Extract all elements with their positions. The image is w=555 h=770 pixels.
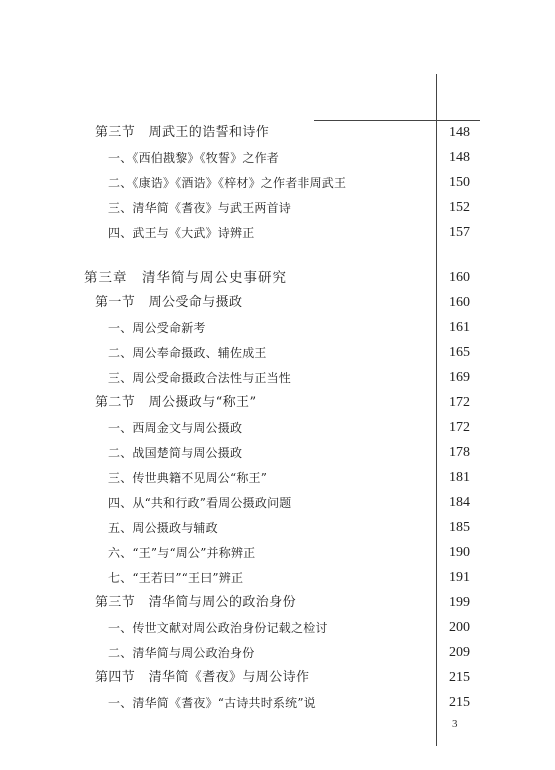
toc-entry-title: 四、从“共和行政”看周公摄政问题: [108, 496, 292, 510]
toc-section-entry: [0, 291, 555, 315]
toc-entry-title: 六、“王”与“周公”并称辨正: [108, 546, 256, 560]
toc-entry-title: 一、西周金文与周公摄政: [108, 421, 243, 435]
toc-entry-title: 五、周公摄政与辅政: [108, 521, 218, 535]
toc-item-entry: [0, 441, 555, 465]
toc-entry-title: 二、清华简与周公政治身份: [108, 646, 255, 660]
toc-section-entry: [0, 391, 555, 415]
toc-entry-page-number: 165: [449, 345, 470, 360]
toc-section-entry: [0, 121, 555, 145]
toc-entry-title: 一、《西伯戡黎》《牧誓》之作者: [108, 151, 280, 165]
toc-entry-title: 一、传世文献对周公政治身份记载之检讨: [108, 621, 328, 635]
toc-entry-title: 四、武王与《大武》诗辨正: [108, 226, 255, 240]
toc-entry-title: 二、战国楚简与周公摄政: [108, 446, 243, 460]
toc-entry-page-number: 160: [449, 270, 470, 285]
toc-entry-page-number: 157: [449, 225, 470, 240]
toc-entry-title: 第三章 清华简与周公史事研究: [84, 270, 287, 286]
toc-entry-page-number: 172: [449, 395, 470, 410]
toc-item-entry: [0, 691, 555, 715]
toc-entry-page-number: 160: [449, 295, 470, 310]
toc-entry-title: 二、《康诰》《酒诰》《梓材》之作者非周武王: [108, 176, 347, 190]
toc-entry-title: 三、周公受命摄政合法性与正当性: [108, 371, 292, 385]
toc-entry-page-number: 161: [449, 320, 470, 335]
toc-item-entry: [0, 516, 555, 540]
toc-entry-title: 第一节 周公受命与摄政: [95, 295, 243, 310]
toc-item-entry: [0, 221, 555, 245]
toc-item-entry: [0, 491, 555, 515]
toc-section-entry: [0, 666, 555, 690]
toc-item-entry: [0, 541, 555, 565]
toc-item-entry: [0, 366, 555, 390]
toc-entry-page-number: 150: [449, 175, 470, 190]
toc-entry-title: 二、周公奉命摄政、辅佐成王: [108, 346, 267, 360]
toc-entry-page-number: 200: [449, 620, 470, 635]
page-folio: 3: [452, 718, 458, 730]
toc-entry-page-number: 209: [449, 645, 470, 660]
toc-entry-page-number: 190: [449, 545, 470, 560]
toc-entry-title: 七、“王若曰”“王曰”辨正: [108, 571, 244, 585]
toc-entry-page-number: 178: [449, 445, 470, 460]
toc-item-entry: [0, 146, 555, 170]
toc-item-entry: [0, 641, 555, 665]
toc-item-entry: [0, 341, 555, 365]
toc-chapter-entry: [0, 266, 555, 290]
toc-entry-page-number: 148: [449, 125, 470, 140]
toc-entry-page-number: 181: [449, 470, 470, 485]
toc-entry-page-number: 191: [449, 570, 470, 585]
toc-item-entry: [0, 171, 555, 195]
toc-item-entry: [0, 566, 555, 590]
toc-item-entry: [0, 416, 555, 440]
toc-entry-title: 第二节 周公摄政与“称王”: [95, 395, 257, 410]
toc-entry-page-number: 215: [449, 695, 470, 710]
toc-entry-page-number: 172: [449, 420, 470, 435]
toc-entry-title: 三、传世典籍不见周公“称王”: [108, 471, 268, 485]
toc-entry-page-number: 185: [449, 520, 470, 535]
toc-entry-title: 第四节 清华简《耆夜》与周公诗作: [95, 670, 310, 685]
toc-entry-page-number: 199: [449, 595, 470, 610]
toc-section-entry: [0, 591, 555, 615]
toc-entry-title: 一、周公受命新考: [108, 321, 206, 335]
toc-entry-title: 第三节 清华简与周公的政治身份: [95, 595, 297, 610]
toc-entry-title: 三、清华简《耆夜》与武王两首诗: [108, 201, 292, 215]
toc-entry-page-number: 184: [449, 495, 470, 510]
toc-entry-title: 第三节 周武王的诰誓和诗作: [95, 125, 270, 140]
toc-entry-page-number: 169: [449, 370, 470, 385]
toc-item-entry: [0, 196, 555, 220]
toc-item-entry: [0, 316, 555, 340]
toc-entry-page-number: 148: [449, 150, 470, 165]
toc-entry-title: 一、清华简《耆夜》“古诗共时系统”说: [108, 696, 316, 710]
toc-entry-page-number: 215: [449, 670, 470, 685]
toc-item-entry: [0, 466, 555, 490]
toc-item-entry: [0, 616, 555, 640]
toc-entry-page-number: 152: [449, 200, 470, 215]
